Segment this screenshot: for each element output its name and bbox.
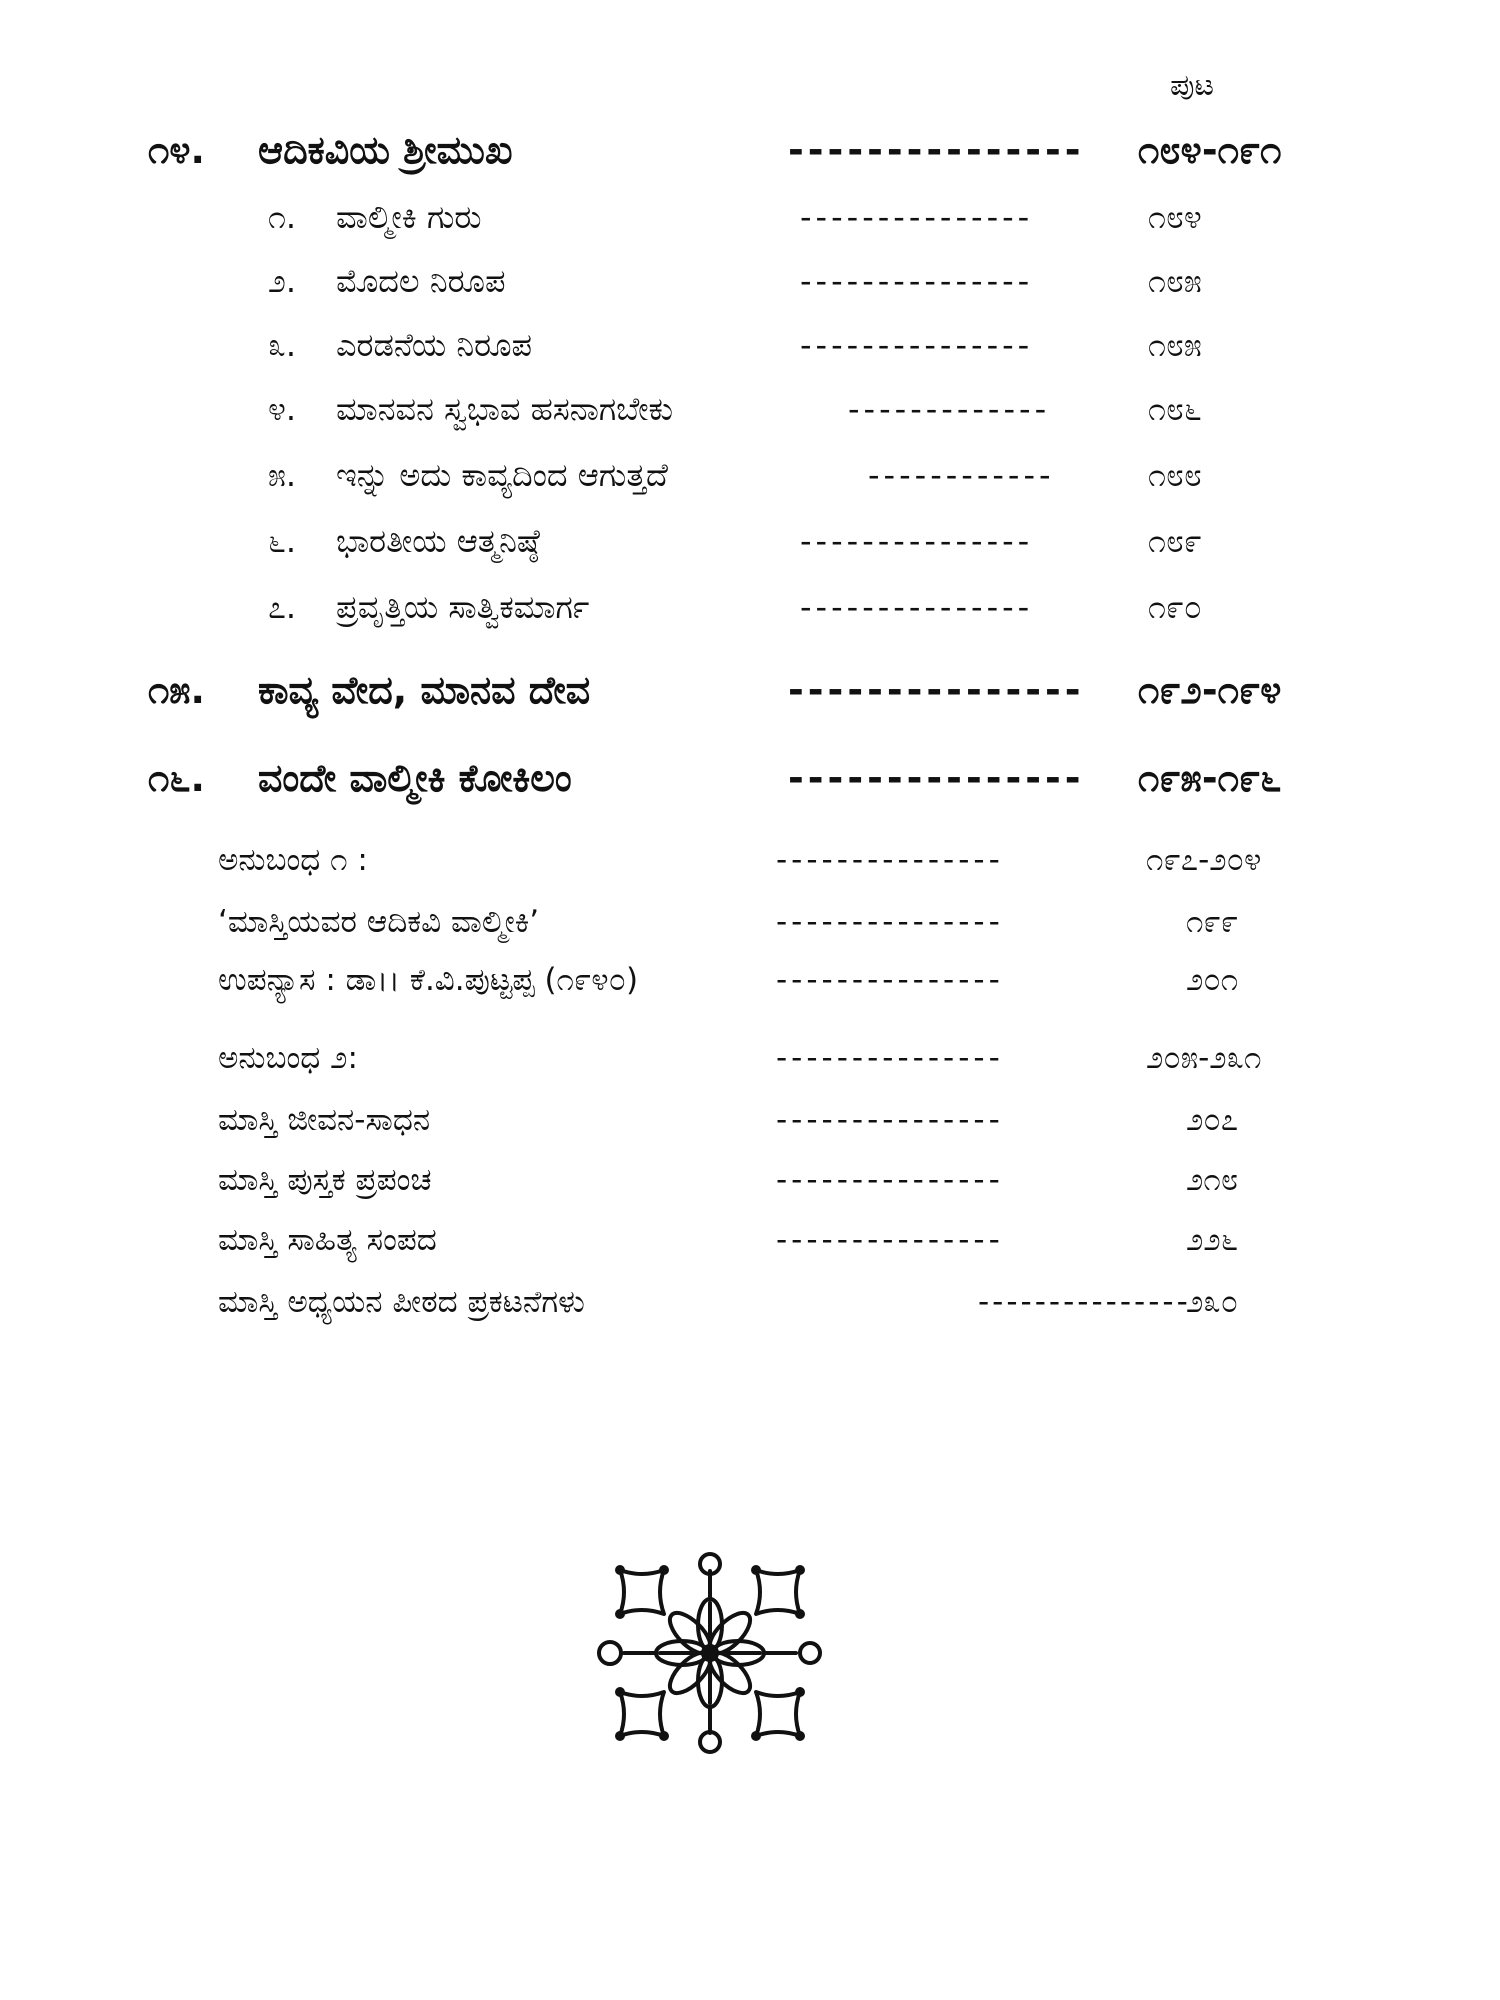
entry-title: ಮಾಸ್ತಿ ಪುಸ್ತಕ ಪ್ರಪಂಚ — [218, 1162, 432, 1198]
entry-page: ೧೮೫ — [1148, 262, 1202, 300]
entry-title: ಮೊದಲ ನಿರೂಪ — [336, 262, 506, 300]
leader-dashes: --------------- — [800, 262, 1034, 300]
appendix-entry — [218, 962, 1239, 999]
leader-dashes: --------------- — [776, 842, 1004, 878]
appendix-entry — [218, 1162, 1239, 1199]
appendix-entry — [218, 1284, 1239, 1321]
entry-title: ‘ಮಾಸ್ತಿಯವರ ಆದಿಕವಿ ವಾಲ್ಮೀಕಿ’ — [218, 904, 540, 940]
entry-number: ೩. — [268, 326, 297, 364]
entry-number: ೪. — [268, 390, 297, 428]
leader-dashes: ------------- — [848, 390, 1051, 428]
entry-title: ಪ್ರವೃತ್ತಿಯ ಸಾತ್ವಿಕಮಾರ್ಗ — [336, 588, 590, 626]
entry-page: ೧೯೨-೧೯೪ — [1138, 668, 1282, 712]
appendix-entry — [218, 1040, 1262, 1077]
leader-dashes: --------------- — [776, 1102, 1004, 1138]
entry-title: ಮಾನವನ ಸ್ವಭಾವ ಹಸನಾಗಬೇಕು — [336, 390, 674, 428]
leader-dashes: --------------- — [776, 904, 1004, 940]
appendix-entry — [218, 842, 1262, 879]
entry-number: ೭. — [268, 588, 297, 626]
leader-dashes: --------------- — [776, 1162, 1004, 1198]
entry-page: ೨೨೬ — [1186, 1222, 1239, 1258]
entry-number: ೫. — [268, 456, 297, 494]
entry-page: ೨೧೮ — [1186, 1162, 1239, 1198]
entry-title: ಭಾರತೀಯ ಆತ್ಮನಿಷ್ಠೆ — [336, 522, 540, 560]
entry-page: ೨೦೧ — [1186, 962, 1239, 998]
entry-number: ೨. — [268, 262, 297, 300]
entry-title: ಉಪನ್ಯಾಸ : ಡಾ।। ಕೆ.ವಿ.ಪುಟ್ಟಪ್ಪ (೧೯೪೦) — [218, 962, 639, 998]
toc-entry — [148, 756, 1282, 801]
toc-subentry — [268, 522, 1202, 561]
entry-page: ೧೯೦ — [1148, 588, 1202, 626]
entry-page: ೨೦೭ — [1186, 1102, 1239, 1138]
appendix-entry — [218, 1222, 1239, 1259]
entry-title: ಆದಿಕವಿಯ ಶ್ರೀಮುಖ — [258, 128, 513, 172]
leader-dashes: --------------- — [776, 1040, 1004, 1076]
entry-page: ೧೮೯ — [1148, 522, 1202, 560]
leader-dashes: --------------- — [800, 522, 1034, 560]
entry-title: ಅನುಬಂಧ ೨: — [218, 1040, 358, 1076]
entry-page: ೧೮೬ — [1148, 390, 1202, 428]
appendix-entry — [218, 904, 1239, 941]
leader-dashes: --------------- — [788, 756, 1085, 800]
rangoli-ornament-icon — [590, 1548, 830, 1758]
toc-subentry — [268, 262, 1202, 301]
entry-title: ವಂದೇ ವಾಲ್ಮೀಕಿ ಕೋಕಿಲಂ — [258, 756, 572, 800]
leader-dashes: ------------ — [868, 456, 1055, 494]
appendix-entry — [218, 1102, 1239, 1139]
toc-entry — [148, 128, 1282, 173]
entry-page: ೧೯೯ — [1186, 904, 1239, 940]
entry-number: ೧. — [268, 198, 297, 236]
entry-title: ವಾಲ್ಮೀಕಿ ಗುರು — [336, 198, 482, 236]
entry-title: ಮಾಸ್ತಿ ಜೀವನ-ಸಾಧನ — [218, 1102, 431, 1138]
entry-number: ೧೫. — [148, 668, 205, 712]
leader-dashes: --------------- — [788, 128, 1085, 172]
toc-subentry — [268, 390, 1202, 429]
entry-page: ೨೩೦ — [1186, 1284, 1239, 1320]
leader-dashes: --------------- — [800, 198, 1034, 236]
page-column-header: ಪುಟ — [1170, 68, 1215, 103]
toc-subentry — [268, 588, 1202, 627]
toc-subentry — [268, 456, 1202, 495]
entry-title: ಕಾವ್ಯ ವೇದ, ಮಾನವ ದೇವ — [258, 668, 591, 712]
entry-page: ೧೮೮ — [1148, 456, 1202, 494]
entry-page: ೧೮೫ — [1148, 326, 1202, 364]
leader-dashes: --------------- — [776, 1222, 1004, 1258]
entry-title: ಮಾಸ್ತಿ ಅಧ್ಯಯನ ಪೀಠದ ಪ್ರಕಟನೆಗಳು — [218, 1284, 585, 1320]
entry-number: ೬. — [268, 522, 297, 560]
entry-page: ೧೮೪ — [1148, 198, 1202, 236]
entry-number: ೧೪. — [148, 128, 205, 172]
entry-title: ಮಾಸ್ತಿ ಸಾಹಿತ್ಯ ಸಂಪದ — [218, 1222, 437, 1258]
entry-number: ೧೬. — [148, 756, 205, 800]
entry-page: ೧೯೭-೨೦೪ — [1146, 842, 1262, 878]
leader-dashes: --------------- — [800, 326, 1034, 364]
leader-dashes: --------------- — [978, 1284, 1191, 1320]
entry-page: ೨೦೫-೨೩೧ — [1146, 1040, 1262, 1076]
entry-title: ಅನುಬಂಧ ೧ : — [218, 842, 368, 878]
leader-dashes: --------------- — [788, 668, 1085, 712]
toc-subentry — [268, 198, 1202, 237]
entry-page: ೧೮೪-೧೯೧ — [1138, 128, 1282, 172]
entry-title: ಇನ್ನು ಅದು ಕಾವ್ಯದಿಂದ ಆಗುತ್ತದೆ — [336, 456, 668, 494]
entry-page: ೧೯೫-೧೯೬ — [1138, 756, 1282, 800]
leader-dashes: --------------- — [800, 588, 1034, 626]
toc-subentry — [268, 326, 1202, 365]
toc-entry — [148, 668, 1282, 713]
entry-title: ಎರಡನೆಯ ನಿರೂಪ — [336, 326, 532, 364]
leader-dashes: --------------- — [776, 962, 1004, 998]
